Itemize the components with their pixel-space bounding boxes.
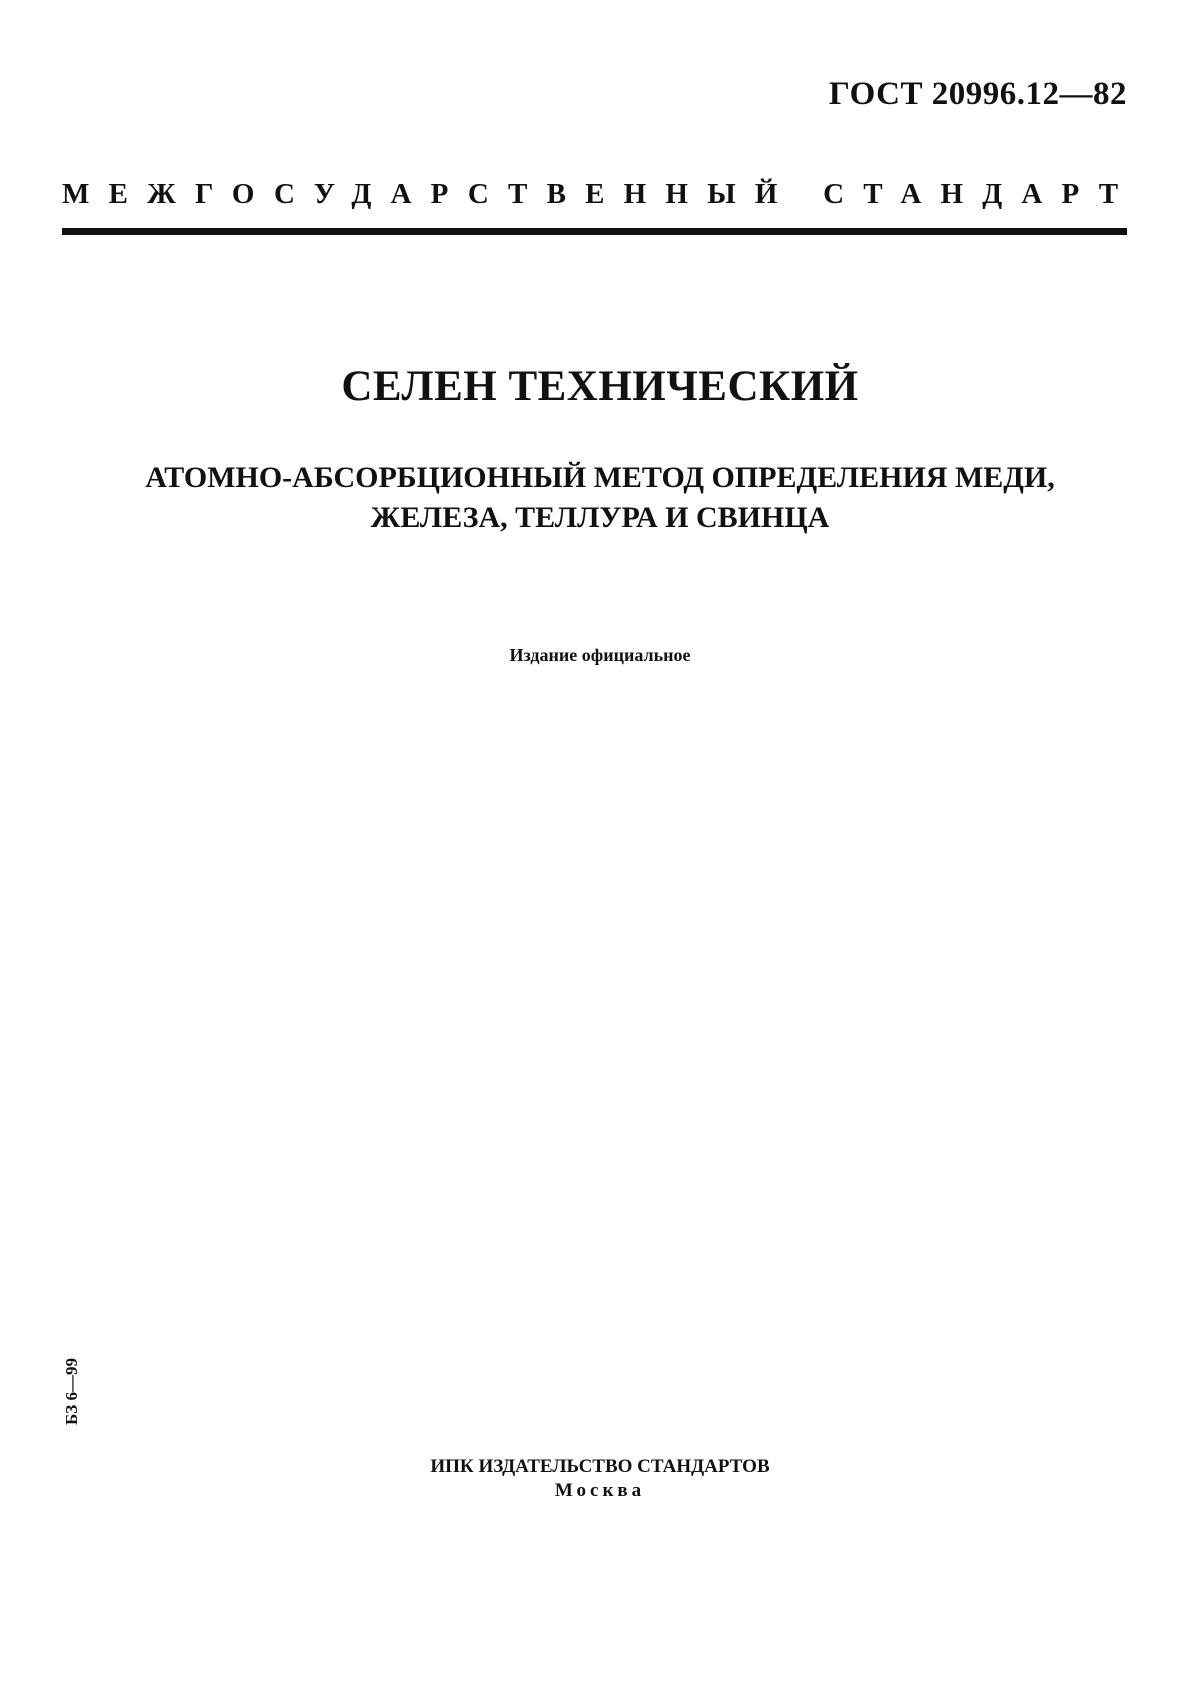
document-title: СЕЛЕН ТЕХНИЧЕСКИЙ [341,363,859,410]
edition-note: Издание официальное [509,645,691,665]
document-subtitle [0,458,1200,538]
subtitle-line-1: АТОМНО-АБСОРБЦИОННЫЙ МЕТОД ОПРЕДЕЛЕНИЯ МЕДИ, [145,461,1055,494]
publisher-city: Москва [554,1480,646,1501]
header-rule [62,228,1127,235]
side-print-code: БЗ 6—99 [62,1358,81,1425]
standard-kind-heading: МЕЖГОСУДАРСТВЕННЫЙ СТАНДАРТ [62,178,1138,210]
subtitle-line-2: ЖЕЛЕЗА, ТЕЛЛУРА И СВИНЦА [370,501,830,534]
publisher-name: ИПК ИЗДАТЕЛЬСТВО СТАНДАРТОВ [430,1456,770,1477]
standard-code: ГОСТ 20996.12—82 [828,76,1127,112]
publisher-block [0,1455,1200,1503]
